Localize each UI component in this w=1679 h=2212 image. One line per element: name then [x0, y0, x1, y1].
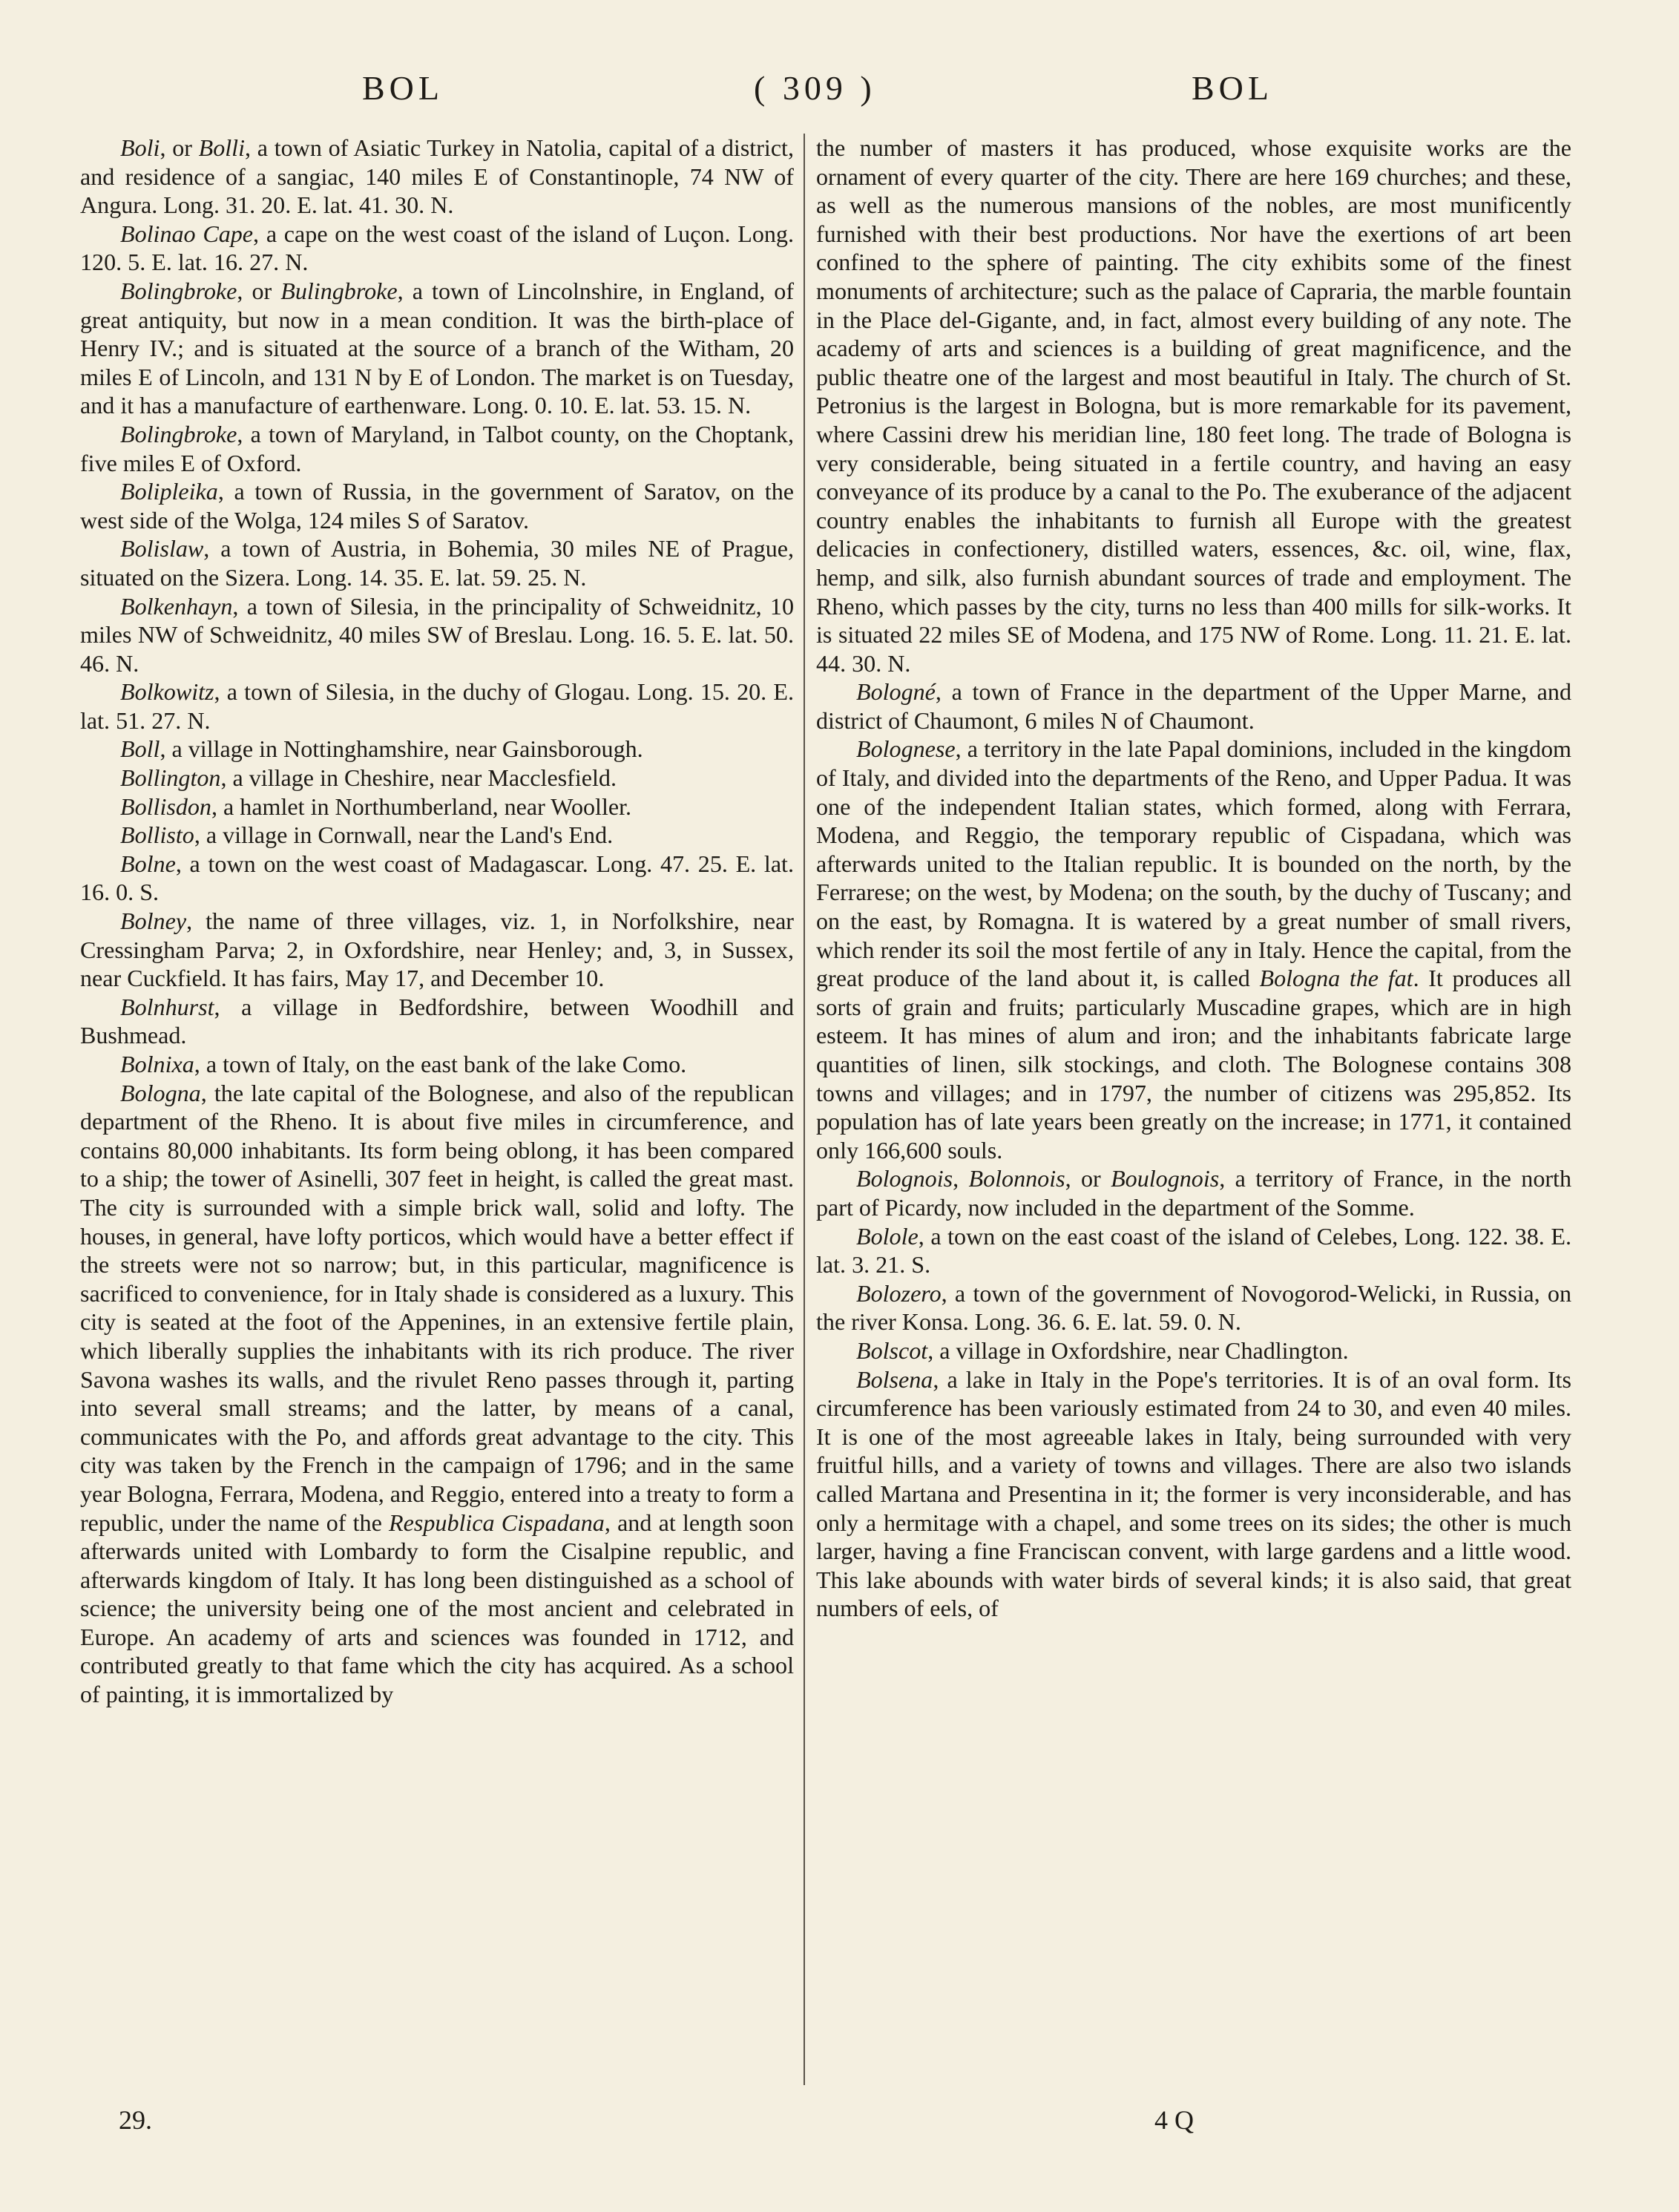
entry-headword: Bolsena [856, 1365, 933, 1393]
entry-headword: Boulognois [1111, 1165, 1220, 1192]
dictionary-entry [816, 735, 1571, 1164]
header-left-guideword: BOL [362, 69, 444, 107]
entry-headword: Bolli [198, 134, 246, 161]
entry-headword: Bolingbroke [120, 277, 237, 304]
dictionary-entry [80, 220, 794, 277]
entry-headword: Bolislaw [120, 535, 204, 562]
entry-text: , a lake in Italy in the Pope's territories. It is of an oval form. Its circumference has been variously estimated from 24 to 30, and even 40 miles. It is one of the most agreeable lakes in Italy, being surrounded with very fruitful hills, and a variety of towns and villages. There are also two islands called Martana and Presentina in it; the former is very inconsiderable, and has only a hermitage with a chapel, and some trees on its sides; the other is much larger, having a fine Franciscan convent, with large gardens and a little wood. This lake abounds with water birds of several kinds; it is also said, that great numbers of eels, of [816, 1365, 1571, 1622]
entry-headword: Bolnixa [120, 1051, 194, 1077]
dictionary-entry [80, 1050, 794, 1079]
entry-text: , [953, 1165, 969, 1192]
dictionary-entry [816, 134, 1571, 677]
entry-headword: Bolozero [856, 1279, 942, 1307]
entry-text: , a town of Austria, in Bohemia, 30 miles NE of Prague, situated on the Sizera. Long. 14. 35. E. lat. 59. 25. N. [80, 535, 794, 591]
entry-headword: Bolonnois [968, 1165, 1065, 1192]
entry-headword: Bolinao Cape [120, 220, 254, 247]
entry-text: , a cape on the west coast of the island of Luçon. Long. 120. 5. E. lat. 16. 27. N. [80, 220, 794, 276]
entry-text: , or [160, 134, 199, 161]
signature-mark-left: 29. [119, 2105, 152, 2135]
entry-text: , a hamlet in Northumberland, near Wooller. [211, 792, 632, 820]
entry-headword: Bolney [120, 908, 187, 935]
dictionary-entry [80, 677, 794, 735]
entry-text: , a town of Russia, in the government of Saratov, on the west side of the Wolga, 124 miles S of Saratov. [80, 478, 794, 534]
entry-text: , a town of Maryland, in Talbot county, on the Choptank, five miles E of Oxford. [80, 420, 794, 476]
dictionary-entry [816, 1222, 1571, 1279]
entry-text: , a territory in the late Papal dominions, included in the kingdom of Italy, and divided into the departments of the Reno, and Upper Padua. It was one of the independent Italian states, which formed, along with Ferrara, Modena, and Reggio, the temporary republic of Cispadana, which was afterwards united to the Italian republic. It is bounded on the north, by the Ferrarese; on the west, by Modena; on the south, by the duchy of Tuscany; and on the east, by Romagna. It is watered by a great number of small rivers, which render its soil the most fertile of any in Italy. Hence the capital, from the great produce of the land about it, is called [816, 735, 1571, 992]
left-column [80, 134, 794, 1709]
entry-text: , a town of Silesia, in the principality of Schweidnitz, 10 miles NW of Schweidnitz, 40 miles SW of Breslau. Long. 16. 5. E. lat. 50. 46. N. [80, 592, 794, 677]
entry-headword: Bolne [120, 850, 176, 877]
entry-text: , a village in Oxfordshire, near Chadlington. [927, 1336, 1349, 1364]
entry-text: , a village in Cornwall, near the Land's End. [194, 821, 614, 849]
entry-text: , a town of Silesia, in the duchy of Glogau. Long. 15. 20. E. lat. 51. 27. N. [80, 678, 794, 734]
entry-headword: Bologna the fat [1259, 965, 1413, 992]
entry-headword: Bolipleika [120, 478, 218, 505]
entry-text: , the late capital of the Bolognese, and also of the republican department of the Rheno. It is about five miles in circumference, and contains 80,000 inhabitants. Its form being oblong, it has been compared to a ship; the tower of Asinelli, 307 feet in height, is called the great mast. The city is surrounded with a simple brick wall, solid and lofty. The houses, in general, have lofty porticos, which would have a better effect if the streets were not so narrow; but, in this particular, magnificence is sacrificed to convenience, for in Italy shade is considered as a luxury. This city is seated at the foot of the Appenines, in an extensive fertile plain, which liberally supplies the inhabitants with its rich produce. The river Savona washes its walls, and the rivulet Reno passes through it, parting into several small streams; and the latter, by means of a canal, communicates with the Po, and affords great advantage to the city. This city was taken by the French in the campaign of 1796; and in the same year Bologna, Ferrara, Modena, and Reggio, entered into a treaty to form a republic, under the name of the [80, 1079, 794, 1536]
entry-headword: Bologna [120, 1079, 201, 1106]
entry-headword: Bolognese [856, 735, 956, 763]
dictionary-entry [816, 677, 1571, 735]
dictionary-entry [80, 420, 794, 477]
dictionary-entry [80, 477, 794, 534]
entry-text: , a town of Italy, on the east bank of the lake Como. [194, 1051, 687, 1077]
entry-headword: Bolnhurst [120, 993, 214, 1020]
entry-text: , or [237, 277, 281, 304]
entry-text: , and at length soon afterwards united with Lombardy to form the Cisalpine republic, and afterwards kingdom of Italy. It has long been distinguished as a school of science; the university being one of the most ancient and celebrated in Europe. An academy of arts and sciences was founded in 1712, and contributed greatly to that fame which the city has acquired. As a school of painting, it is immortalized by [80, 1509, 794, 1708]
entry-headword: Bolscot [856, 1336, 928, 1364]
entry-headword: Bolkenhayn [120, 592, 233, 620]
right-column [816, 134, 1571, 1623]
entry-text: , or [1065, 1165, 1111, 1192]
entry-headword: Bolognois [856, 1165, 953, 1192]
entry-text: , the name of three villages, viz. 1, in Norfolkshire, near Cressingham Parva; 2, in Oxfordshire, near Henley; and, 3, in Sussex, near Cuckfield. It has fairs, May 17, and December 10. [80, 908, 794, 992]
entry-headword: Bolkowitz [120, 678, 214, 706]
dictionary-entry [816, 1365, 1571, 1623]
dictionary-entry [80, 592, 794, 678]
dictionary-entry [816, 1279, 1571, 1336]
entry-text: , a village in Cheshire, near Macclesfield. [220, 764, 617, 792]
dictionary-entry [80, 792, 794, 821]
header-right-guideword: BOL [1192, 69, 1273, 107]
entry-text: , a town on the east coast of the island of Celebes, Long. 122. 38. E. lat. 3. 21. S. [816, 1222, 1571, 1279]
page-header [0, 68, 1679, 128]
entry-headword: Respublica Cispadana [389, 1509, 605, 1536]
entry-headword: Boll [120, 735, 160, 763]
dictionary-entry [80, 764, 794, 792]
entry-headword: Bollisto [120, 821, 194, 849]
entry-text: , a town of the government of Novogorod-Welicki, in Russia, on the river Konsa. Long. 36. 6. E. lat. 59. 0. N. [816, 1279, 1571, 1336]
dictionary-entry [80, 134, 794, 220]
entry-headword: Bolingbroke [120, 420, 237, 447]
entry-text: , a territory of France, in the north part of Picardy, now included in the department of the Somme. [816, 1165, 1571, 1221]
dictionary-entry [816, 1164, 1571, 1221]
column-divider [804, 134, 805, 2085]
entry-headword: Bolole [856, 1222, 919, 1250]
signature-mark-right: 4 Q [1154, 2105, 1194, 2135]
entry-text: , a town of France in the department of the Upper Marne, and district of Chaumont, 6 miles N of Chaumont. [816, 678, 1571, 734]
page-number: ( 309 ) [754, 69, 876, 107]
entry-headword: Bollisdon [120, 792, 211, 820]
dictionary-entry [80, 850, 794, 907]
entry-headword: Boli [120, 134, 160, 161]
entry-text: , a town of Asiatic Turkey in Natolia, capital of a district, and residence of a sangiac, 140 miles E of Constantinople, 74 NW of Angura. Long. 31. 20. E. lat. 41. 30. N. [80, 134, 794, 219]
dictionary-entry [816, 1336, 1571, 1365]
dictionary-entry [80, 735, 794, 764]
entry-text: . It produces all sorts of grain and fruits; particularly Muscadine grapes, which are in high esteem. It has mines of alum and iron; and the inhabitants fabricate large quantities of linen, silk stockings, and cloth. The Bolognese contains 308 towns and villages; and in 1797, the number of citizens was 295,852. Its population has of late years been greatly on the increase; in 1771, it contained only 166,600 souls. [816, 965, 1571, 1164]
entry-headword: Bollington [120, 764, 221, 792]
dictionary-entry [80, 277, 794, 420]
dictionary-entry [80, 821, 794, 850]
entry-text: , a village in Bedfordshire, between Woodhill and Bushmead. [80, 993, 794, 1049]
entry-headword: Bologné [856, 678, 936, 706]
dictionary-entry [80, 1079, 794, 1709]
entry-text: the number of masters it has produced, whose exquisite works are the ornament of every quarter of the city. There are here 169 churches; and these, as well as the numerous mansions of the nobles, are most munificently furnished with their best productions. Nor have the exertions of art been confined to the sphere of painting. The city exhibits some of the finest monuments of architecture; such as the palace of Capraria, the marble fountain in the Place del-Gigante, and, in fact, almost every building of any note. The academy of arts and sciences is a building of great magnificence, and the public theatre one of the largest and most beautiful in Italy. The church of St. Petronius is the largest in Bologna, but is more remarkable for its pavement, where Cassini drew his meridian line, 180 feet long. The trade of Bologna is very considerable, being situated in a fertile country, and having an easy conveyance of its produce by a canal to the Po. The exuberance of the adjacent country enables the inhabitants to furnish all Europe with the greatest delicacies in confectionery, distilled waters, essences, &c. oil, wine, flax, hemp, and silk, also furnish abundant sources of trade and employment. The Rheno, which passes by the city, turns no less than 400 mills for silk-works. It is situated 22 miles SE of Modena, and 175 NW of Rome. Long. 11. 21. E. lat. 44. 30. N. [816, 134, 1571, 677]
entry-text: , a town of Lincolnshire, in England, of great antiquity, but now in a mean condition. It was the birth-place of Henry IV.; and is situated at the source of a branch of the Witham, 20 miles E of Lincoln, and 131 N by E of London. The market is on Tuesday, and it has a manufacture of earthenware. Long. 0. 10. E. lat. 53. 15. N. [80, 277, 794, 419]
dictionary-entry [80, 907, 794, 993]
dictionary-entry [80, 993, 794, 1050]
entry-text: , a village in Nottinghamshire, near Gainsborough. [160, 735, 643, 763]
entry-text: , a town on the west coast of Madagascar. Long. 47. 25. E. lat. 16. 0. S. [80, 850, 794, 906]
entry-headword: Bulingbroke [280, 277, 398, 304]
dictionary-entry [80, 534, 794, 591]
